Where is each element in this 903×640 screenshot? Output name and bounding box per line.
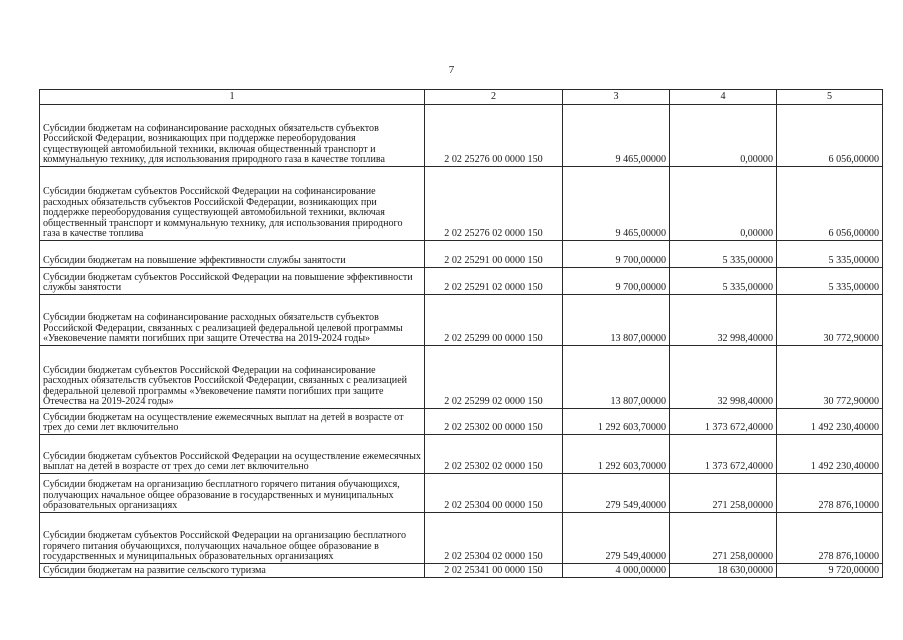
row-code: 2 02 25276 02 0000 150 <box>425 167 563 241</box>
row-value-col3: 1 292 603,70000 <box>563 409 670 435</box>
row-value-col5: 30 772,90000 <box>777 346 883 409</box>
row-value-col4: 271 258,00000 <box>670 474 777 513</box>
table-row <box>40 105 883 167</box>
row-value-col4: 32 998,40000 <box>670 346 777 409</box>
row-description: Субсидии бюджетам субъектов Российской Федерации на софинансирование расходных обязательств субъектов Российской Федерации, связанных с реализацией федеральной целевой программы «Увековечение памяти погибших при защите Отечества на 2019-2024 годы» <box>40 346 425 409</box>
table-row <box>40 346 883 409</box>
row-code: 2 02 25304 00 0000 150 <box>425 474 563 513</box>
row-value-col4: 271 258,00000 <box>670 513 777 564</box>
row-description: Субсидии бюджетам субъектов Российской Федерации на организацию бесплатного горячего питания обучающихся, получающих начальное общее образование в государственных и муниципальных образовательных организациях <box>40 513 425 564</box>
row-value-col5: 1 492 230,40000 <box>777 409 883 435</box>
header-col-4: 4 <box>670 90 777 105</box>
row-value-col3: 9 465,00000 <box>563 167 670 241</box>
table-row <box>40 513 883 564</box>
row-value-col4: 0,00000 <box>670 167 777 241</box>
header-col-1: 1 <box>40 90 425 105</box>
row-value-col4: 1 373 672,40000 <box>670 409 777 435</box>
row-description: Субсидии бюджетам на осуществление ежемесячных выплат на детей в возрасте от трех до семи лет включительно <box>40 409 425 435</box>
row-value-col3: 9 465,00000 <box>563 105 670 167</box>
table-row <box>40 409 883 435</box>
page-number: 7 <box>448 64 455 76</box>
row-code: 2 02 25291 02 0000 150 <box>425 268 563 295</box>
table-row <box>40 295 883 346</box>
row-description: Субсидии бюджетам субъектов Российской Федерации на осуществление ежемесячных выплат на детей в возрасте от трех до семи лет включительно <box>40 435 425 474</box>
row-code: 2 02 25291 00 0000 150 <box>425 241 563 268</box>
row-value-col5: 5 335,00000 <box>777 241 883 268</box>
row-value-col3: 9 700,00000 <box>563 241 670 268</box>
row-value-col3: 279 549,40000 <box>563 513 670 564</box>
table-row <box>40 241 883 268</box>
row-description: Субсидии бюджетам на развитие сельского туризма <box>40 564 425 578</box>
row-value-col5: 30 772,90000 <box>777 295 883 346</box>
row-value-col3: 13 807,00000 <box>563 295 670 346</box>
table-row <box>40 474 883 513</box>
row-value-col5: 6 056,00000 <box>777 105 883 167</box>
row-code: 2 02 25302 00 0000 150 <box>425 409 563 435</box>
row-value-col3: 1 292 603,70000 <box>563 435 670 474</box>
row-value-col3: 4 000,00000 <box>563 564 670 578</box>
table-row <box>40 167 883 241</box>
row-value-col3: 13 807,00000 <box>563 346 670 409</box>
row-description: Субсидии бюджетам на повышение эффективности службы занятости <box>40 241 425 268</box>
row-value-col4: 18 630,00000 <box>670 564 777 578</box>
row-value-col4: 32 998,40000 <box>670 295 777 346</box>
row-value-col5: 1 492 230,40000 <box>777 435 883 474</box>
row-value-col3: 279 549,40000 <box>563 474 670 513</box>
table-row <box>40 435 883 474</box>
row-description: Субсидии бюджетам на софинансирование расходных обязательств субъектов Российской Федерации, связанных с реализацией федеральной целевой программы «Увековечение памяти погибших при защите Отечества на 2019-2024 годы» <box>40 295 425 346</box>
header-col-3: 3 <box>563 90 670 105</box>
row-description: Субсидии бюджетам на софинансирование расходных обязательств субъектов Российской Федерации, возникающих при поддержке переоборудования существующей автомобильной техники, включая общественный транспорт и коммунальную технику, для использования природного газа в качестве топлива <box>40 105 425 167</box>
row-description: Субсидии бюджетам субъектов Российской Федерации на софинансирование расходных обязательств субъектов Российской Федерации, возникающих при поддержке переоборудования существующей автомобильной техники, включая общественный транспорт и коммунальную технику, для использования природного газа в качестве топлива <box>40 167 425 241</box>
table-row <box>40 268 883 295</box>
row-description: Субсидии бюджетам на организацию бесплатного горячего питания обучающихся, получающих начальное общее образование в государственных и муниципальных образовательных организациях <box>40 474 425 513</box>
row-code: 2 02 25299 00 0000 150 <box>425 295 563 346</box>
row-value-col4: 5 335,00000 <box>670 241 777 268</box>
header-col-5: 5 <box>777 90 883 105</box>
row-code: 2 02 25304 02 0000 150 <box>425 513 563 564</box>
budget-table <box>39 89 883 578</box>
row-description: Субсидии бюджетам субъектов Российской Федерации на повышение эффективности службы занятости <box>40 268 425 295</box>
row-value-col5: 9 720,00000 <box>777 564 883 578</box>
row-value-col3: 9 700,00000 <box>563 268 670 295</box>
row-value-col4: 0,00000 <box>670 105 777 167</box>
row-code: 2 02 25299 02 0000 150 <box>425 346 563 409</box>
row-code: 2 02 25341 00 0000 150 <box>425 564 563 578</box>
row-code: 2 02 25302 02 0000 150 <box>425 435 563 474</box>
row-value-col4: 5 335,00000 <box>670 268 777 295</box>
row-value-col5: 5 335,00000 <box>777 268 883 295</box>
row-value-col5: 6 056,00000 <box>777 167 883 241</box>
row-value-col5: 278 876,10000 <box>777 474 883 513</box>
header-row <box>40 90 883 105</box>
row-value-col4: 1 373 672,40000 <box>670 435 777 474</box>
row-code: 2 02 25276 00 0000 150 <box>425 105 563 167</box>
table-row <box>40 564 883 578</box>
header-col-2: 2 <box>425 90 563 105</box>
row-value-col5: 278 876,10000 <box>777 513 883 564</box>
